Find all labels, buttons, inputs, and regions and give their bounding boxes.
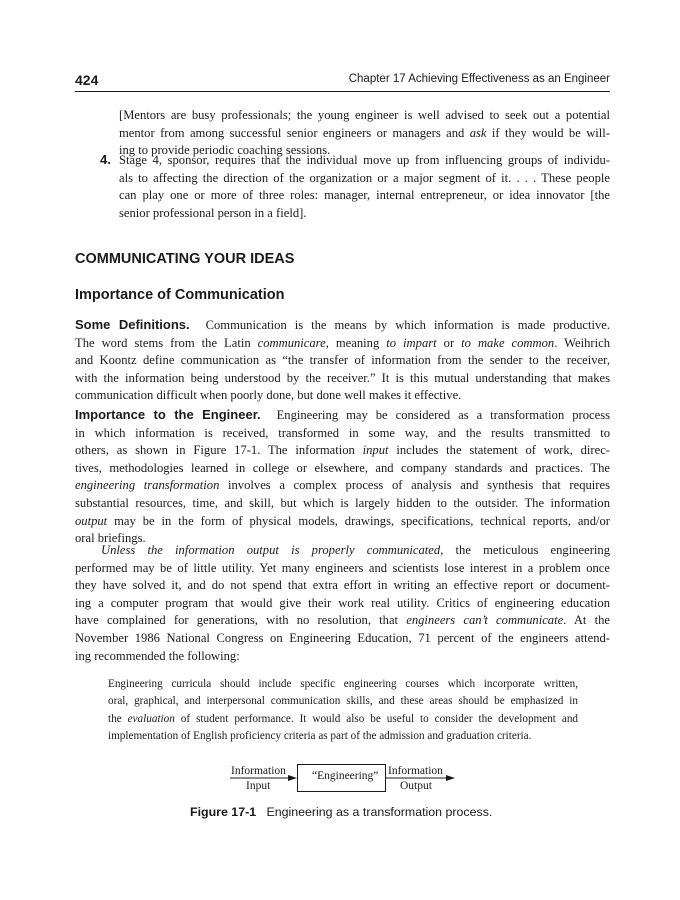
text-line xyxy=(75,542,610,560)
text-run: . At the xyxy=(563,613,610,628)
text-run: mentor from among successful senior engineers or managers and xyxy=(119,125,470,140)
text-line: in which information is received, transformed in some way, and the results transmitted to xyxy=(75,425,610,440)
input-arrowhead xyxy=(288,775,297,781)
text-run: others, as shown in Figure 17-1. The information xyxy=(75,443,363,458)
text-run: includes the statement of work, direc- xyxy=(388,443,610,458)
text-line: ing a computer program that would give their work real utility. Critics of engineering education xyxy=(75,595,610,610)
text-line: oral briefings. xyxy=(75,531,146,546)
figure-caption xyxy=(190,805,492,819)
text-line: implementation of English proficiency criteria as part of the admission and graduation criteria. xyxy=(108,730,532,743)
text-run: of student performance. It would also be useful to consider the development and xyxy=(174,712,579,725)
text-run: Engineering may be considered as a transformation process xyxy=(276,408,611,422)
input-label-top: Information xyxy=(231,765,286,777)
text-run: The word stems from the Latin xyxy=(75,335,258,350)
text-run: have complained for generations, with no resolution, that xyxy=(75,613,407,628)
text-line: Engineering curricula should include specific engineering courses which incorporate written, xyxy=(108,678,578,690)
text-line: [Mentors are busy professionals; the young engineer is well advised to seek out a potential xyxy=(119,108,610,122)
list-item-text xyxy=(119,152,610,222)
text-run: or xyxy=(436,335,462,350)
emphasis-ask: ask xyxy=(469,125,487,140)
output-arrowhead xyxy=(446,775,455,781)
page-header xyxy=(75,72,610,90)
emphasis: output xyxy=(75,513,108,528)
text-run: Communication is the means by which information is made productive. xyxy=(205,318,611,332)
page-number: 424 xyxy=(75,72,99,88)
text-line xyxy=(75,612,610,630)
emphasis: Unless the information output is properly communicated xyxy=(101,543,441,557)
text-line: performed may be of little utility. Yet many engineers and scientists lose interest in a problem once xyxy=(75,560,610,575)
text-line xyxy=(75,442,610,460)
section-heading: COMMUNICATING YOUR IDEAS xyxy=(75,251,295,267)
emphasis: communicare xyxy=(257,335,326,350)
text-line: ing to provide periodic coaching sessions. xyxy=(119,143,331,158)
figure-caption-text: Engineering as a transformation process. xyxy=(266,805,493,819)
unless-paragraph xyxy=(75,542,610,665)
text-run: the xyxy=(108,712,128,725)
list-item-number: 4. xyxy=(100,152,111,167)
emphasis: engineering transformation xyxy=(75,478,220,493)
text-run: , meaning xyxy=(325,335,387,350)
block-quote xyxy=(108,676,578,746)
text-run: may be in the form of physical models, drawings, specifications, technical reports, and/or xyxy=(107,513,610,528)
text-line: als to affecting the direction of the organization or a major segment of it. . . . These people xyxy=(119,170,610,185)
text-line: tives, methodologies learned in college or elsewhere, and company standards and practices. The xyxy=(75,460,610,475)
text-line xyxy=(75,335,610,353)
engineer-paragraph xyxy=(75,406,610,548)
emphasis: evaluation xyxy=(127,712,175,725)
running-head: Chapter 17 Achieving Effectiveness as an Engineer xyxy=(348,73,610,85)
emphasis: engineers can’t communicate xyxy=(406,613,564,628)
text-line xyxy=(108,711,578,728)
text-line: oral, graphical, and interpersonal communication skills, and these areas should be emphasized in xyxy=(108,695,578,708)
text-line: November 1986 National Congress on Engineering Education, 71 percent of the engineers attend- xyxy=(75,630,610,645)
text-line: and Koontz define communication as “the transfer of information from the sender to the receiver, xyxy=(75,353,610,368)
text-run: , the meticulous engineering xyxy=(440,543,610,557)
text-line: can play one or more of three roles: manager, internal entrepreneur, or idea innovator [the xyxy=(119,188,610,203)
header-rule xyxy=(75,91,610,92)
definitions-paragraph xyxy=(75,316,610,405)
text-run: . Weihrich xyxy=(554,335,610,350)
engineering-label: “Engineering” xyxy=(312,770,379,782)
text-line xyxy=(75,406,610,425)
input-label-bottom: Input xyxy=(246,780,271,792)
runin-heading: Some Definitions. xyxy=(75,317,190,332)
text-line xyxy=(75,513,610,531)
text-line: they have solved it, and do not spend that extra effort in writing an effective report or document- xyxy=(75,578,610,593)
text-run: if they would be will- xyxy=(486,125,611,140)
emphasis: to impart xyxy=(386,335,437,350)
figure-caption-label: Figure 17-1 xyxy=(190,805,257,819)
text-line: Stage 4, sponsor, requires that the individual move up from influencing groups of individu- xyxy=(119,153,610,167)
text-line xyxy=(75,316,610,335)
output-label-bottom: Output xyxy=(400,780,432,792)
output-label-top: Information xyxy=(388,765,443,777)
text-line: senior professional person in a field]. xyxy=(119,205,307,220)
emphasis: input xyxy=(362,443,389,458)
subsection-heading: Importance of Communication xyxy=(75,287,285,303)
text-line xyxy=(119,125,610,143)
text-line: substantial resources, time, and skill, but which is largely hidden to the outsider. The information xyxy=(75,495,610,510)
text-line xyxy=(75,477,610,495)
text-run: involves a complex process of analysis and synthesis that requires xyxy=(219,478,610,493)
text-line: with the information being understood by the receiver.” It is this mutual understanding that makes xyxy=(75,370,610,385)
text-line: communication difficult when poorly done, but done well makes it effective. xyxy=(75,388,462,403)
emphasis: to make common xyxy=(461,335,555,350)
text-line: ing recommended the following: xyxy=(75,648,240,663)
runin-heading: Importance to the Engineer. xyxy=(75,407,261,422)
